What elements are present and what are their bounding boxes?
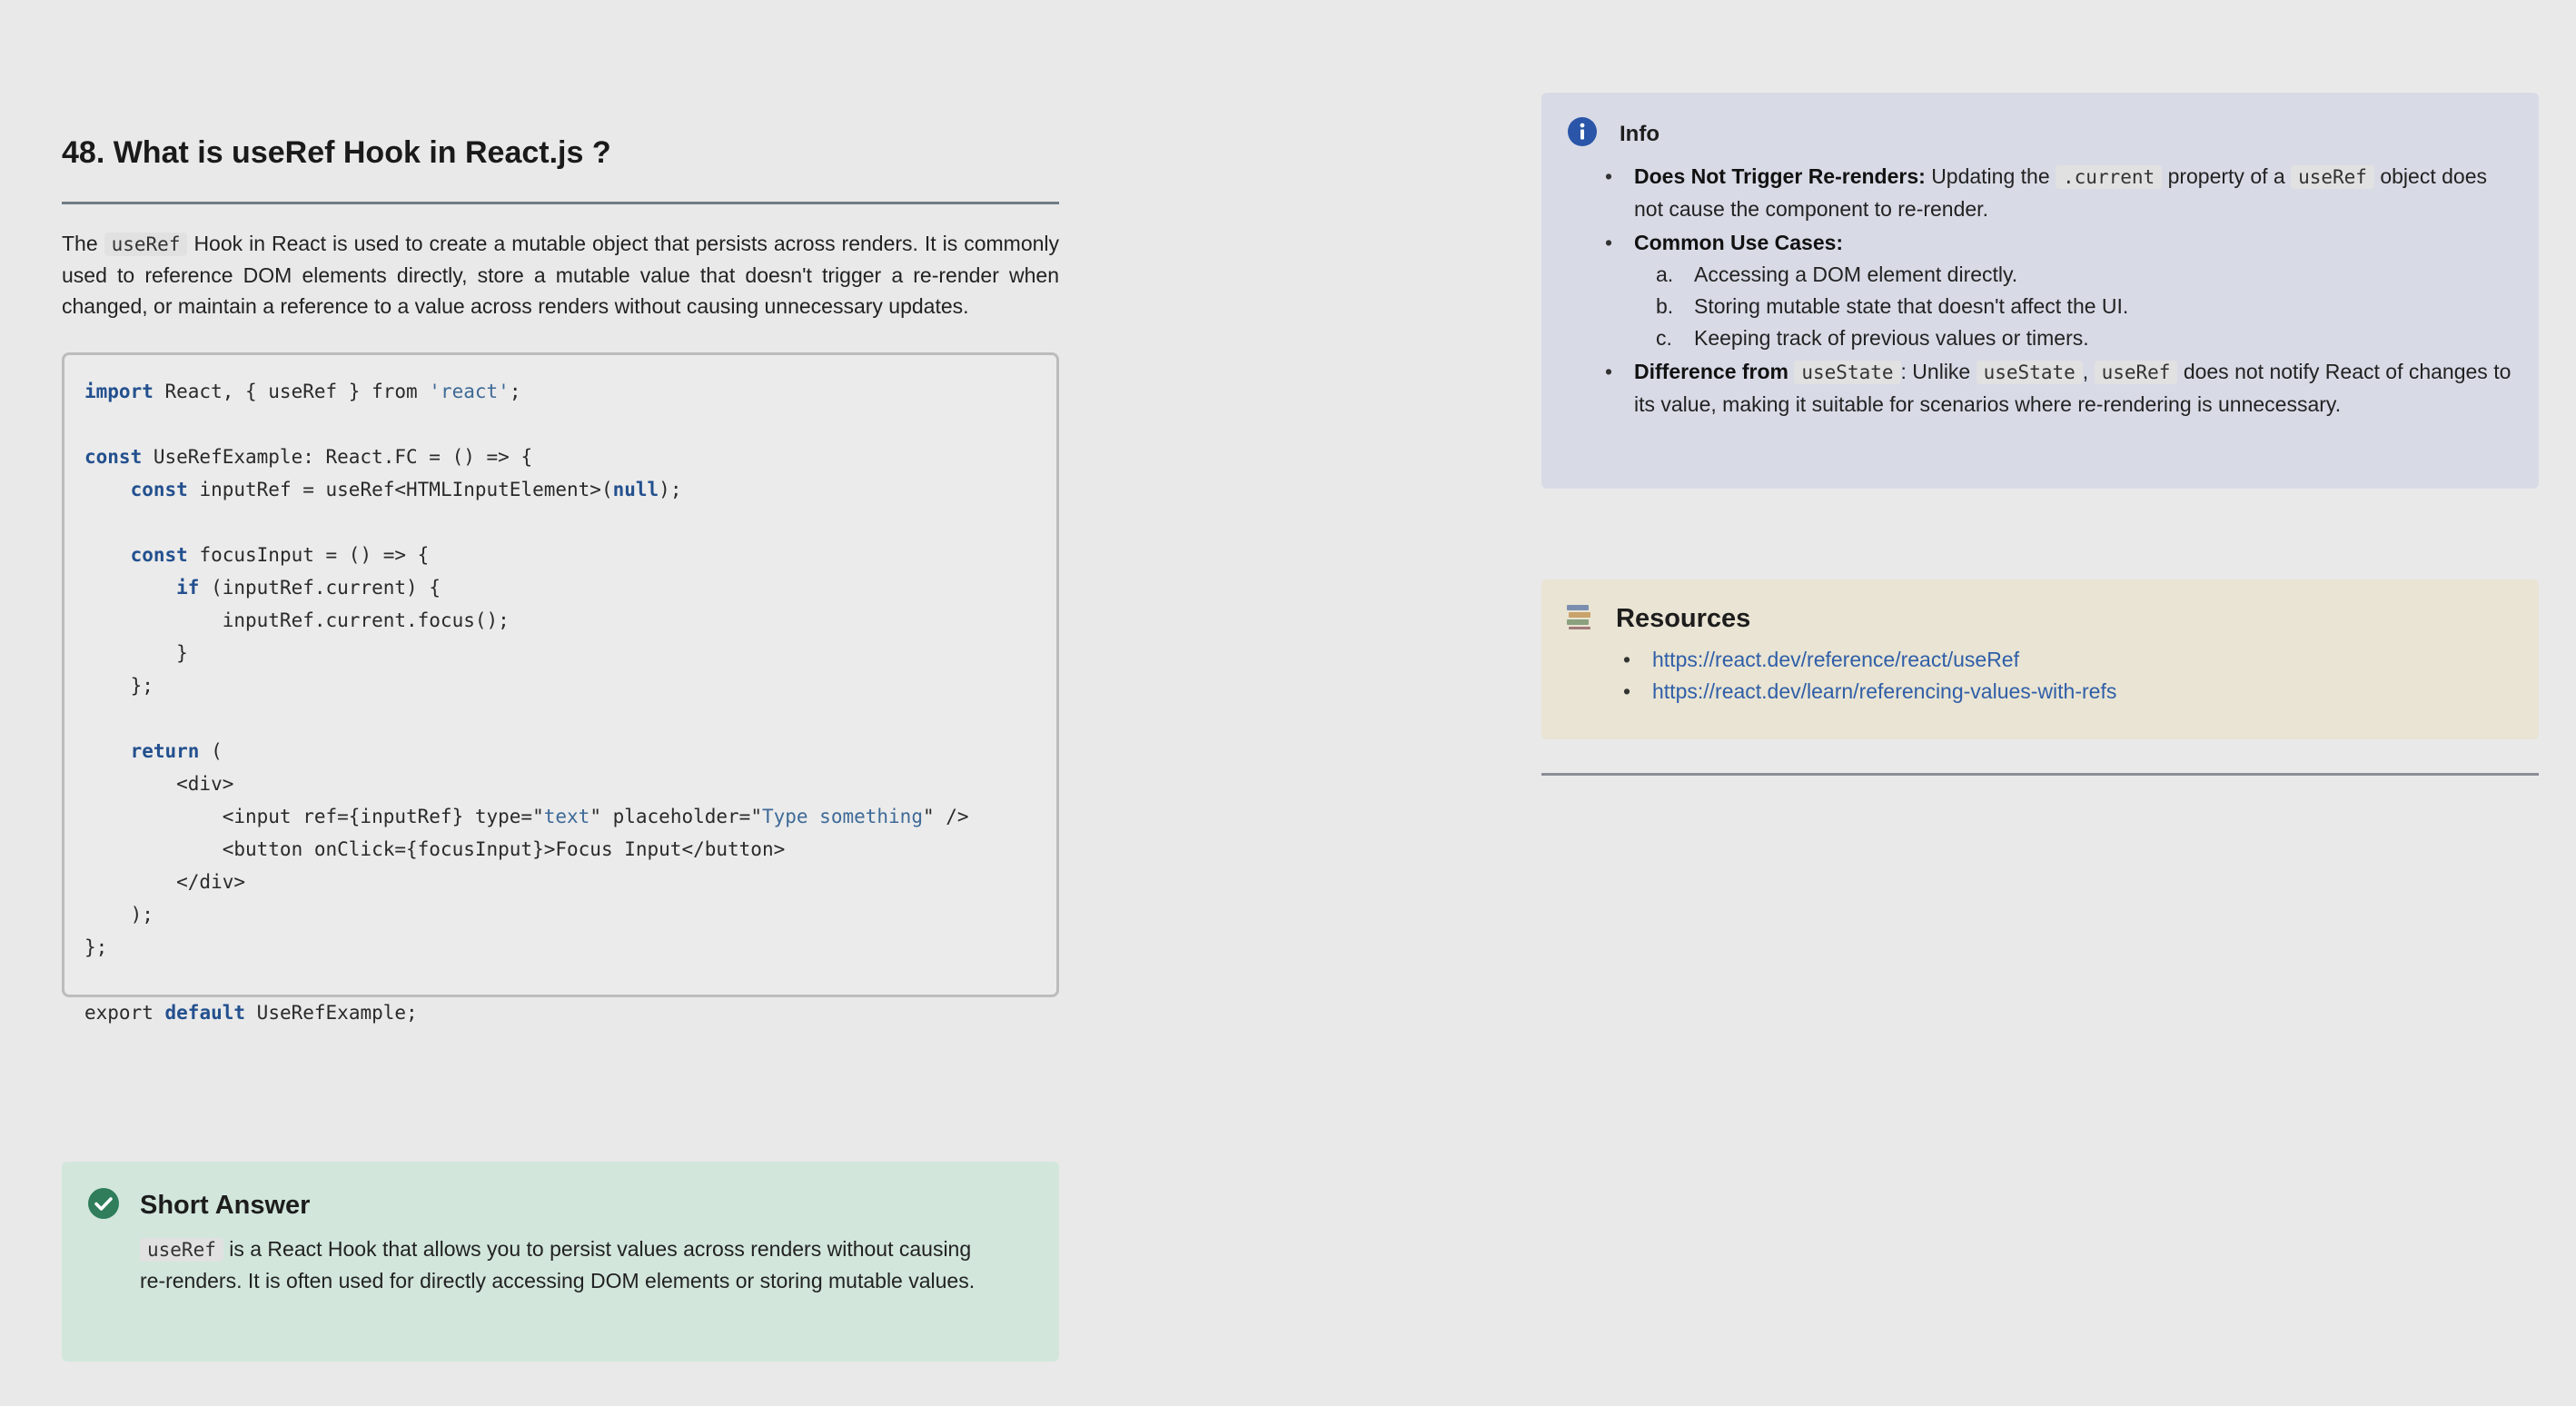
- page-title: 48. What is useRef Hook in React.js ?: [62, 135, 611, 170]
- info-header: [1567, 116, 2512, 152]
- code-block[interactable]: [62, 352, 1059, 1024]
- resource-item: [1652, 644, 2512, 676]
- code-line: <button onClick={focusInput}>Focus Input</button>: [84, 838, 786, 860]
- code-line: };: [84, 936, 108, 958]
- resources-list: [1565, 644, 2512, 708]
- resource-item: [1652, 676, 2512, 708]
- use-case-item: b. Storing mutable state that doesn't affect the UI.: [1656, 294, 2129, 318]
- short-answer-code: useRef: [140, 1238, 223, 1262]
- info-item: • Difference from useState : Unlike useState , useRef does not notify React of changes to its value, making it suitable for scenarios where re-rendering is unnecessary.: [1634, 356, 2512, 421]
- code-line: if (inputRef.current) {: [176, 577, 441, 599]
- code-line: export default UseRefExample;: [84, 1002, 418, 1024]
- short-answer-header: [87, 1187, 1032, 1224]
- code-line: import React, { useRef } from 'react';: [84, 381, 521, 402]
- short-answer-box: [62, 1162, 1059, 1361]
- code-line: const inputRef = useRef<HTMLInputElement>(null);: [130, 479, 682, 500]
- info-box: [1541, 93, 2539, 489]
- code-line: </div>: [84, 871, 246, 893]
- intro-paragraph: [62, 228, 1059, 322]
- section-divider: [1541, 773, 2539, 776]
- info-icon: [1567, 116, 1598, 152]
- code-line: };: [84, 675, 154, 697]
- info-item: • Does Not Trigger Re-renders: Updating the .current property of a useRef object does not cause the component to re-render.: [1634, 161, 2512, 225]
- resource-link[interactable]: https://react.dev/reference/react/useRef: [1652, 648, 2019, 671]
- resources-title: Resources: [1616, 604, 1751, 633]
- check-circle-icon: [87, 1187, 120, 1224]
- info-item: • Common Use Cases: a. Accessing a DOM element directly. b. Storing mutable state that doesn't affect the UI. c. Keeping track of previous values or timers.: [1634, 227, 2512, 354]
- code-line: const focusInput = () => {: [130, 544, 430, 566]
- books-icon: [1565, 603, 1594, 635]
- code-line: <div>: [84, 773, 234, 795]
- code-line: [84, 964, 1036, 996]
- short-answer-text: useRef is a React Hook that allows you to persist values across renders without causing re-renders. It is often used for directly accessing DOM elements or storing mutable values.: [140, 1237, 976, 1292]
- intro-suffix: Hook in React is used to create a mutable object that persists across renders. It is commonly used to reference DOM elements directly, store a mutable value that doesn't trigger a re-render when changed, or maintain a reference to a value across renders without causing unnecessary updates.: [62, 232, 1060, 318]
- code-line: return (: [130, 740, 223, 762]
- code-line: <input ref={inputRef} type="text" placeholder="Type something" />: [84, 806, 969, 827]
- intro-prefix: The: [62, 232, 98, 255]
- code-line: );: [84, 904, 154, 926]
- use-case-item: c. Keeping track of previous values or timers.: [1656, 326, 2089, 350]
- use-case-list: [1634, 259, 2512, 354]
- code-line: [84, 506, 1036, 539]
- resources-box: [1541, 579, 2539, 739]
- code-line: inputRef.current.focus();: [84, 609, 510, 631]
- info-title: Info: [1620, 121, 1660, 146]
- code-line: [84, 702, 1036, 735]
- resources-header: [1565, 603, 2512, 635]
- short-answer-title: Short Answer: [140, 1191, 311, 1220]
- use-case-item: a. Accessing a DOM element directly.: [1656, 262, 2018, 286]
- code-line: const UseRefExample: React.FC = () => {: [84, 446, 533, 468]
- code-line: [84, 408, 1036, 441]
- intro-code: useRef: [104, 233, 188, 256]
- code-line: }: [84, 642, 188, 664]
- resource-link[interactable]: https://react.dev/learn/referencing-values-with-refs: [1652, 679, 2117, 703]
- question-section: [62, 127, 1060, 1024]
- info-list: [1567, 161, 2512, 421]
- title-divider: [62, 202, 1059, 204]
